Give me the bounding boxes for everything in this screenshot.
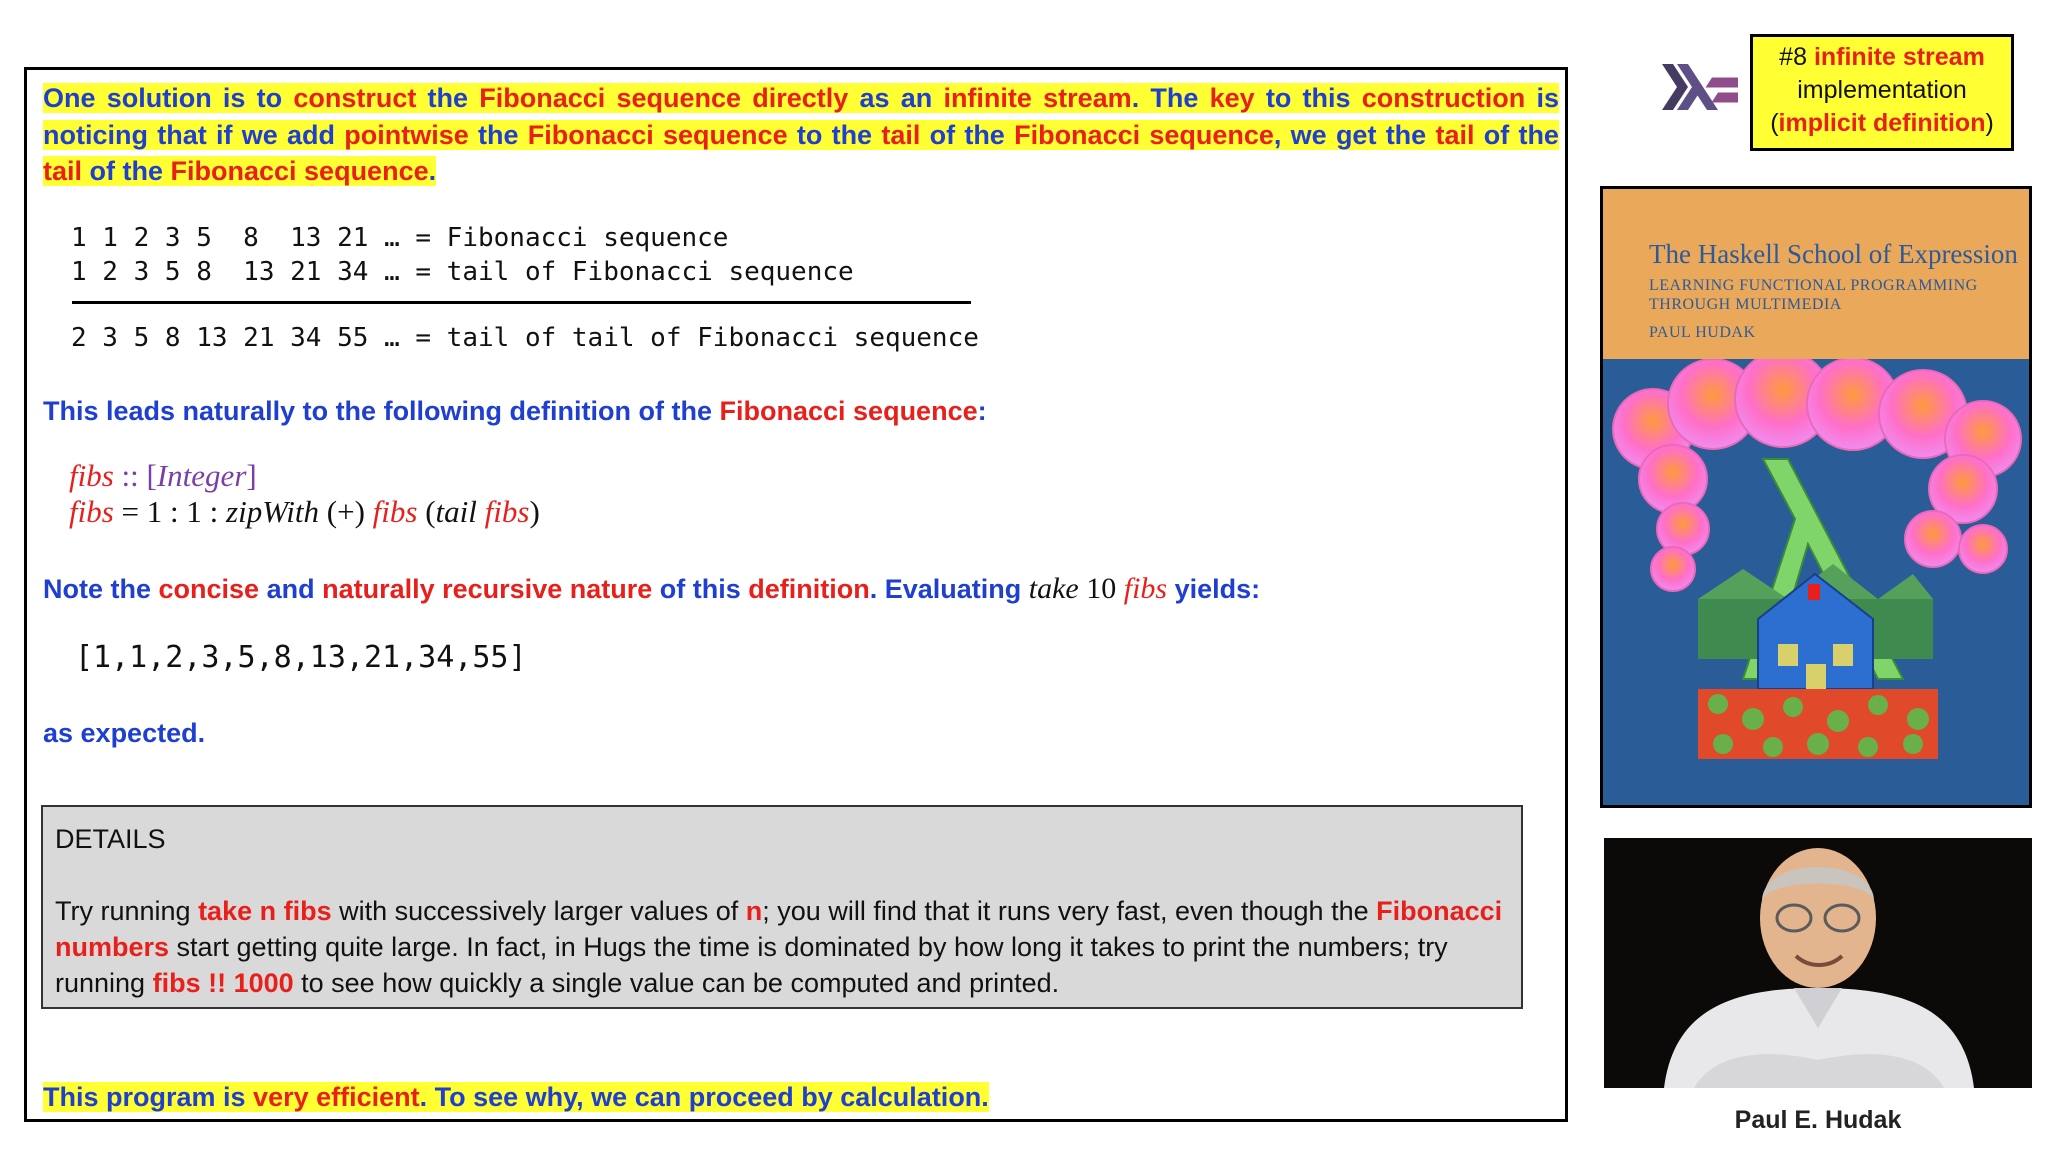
author-photo-illustration xyxy=(1604,838,2032,1088)
book-title: The Haskell School of Expression xyxy=(1649,239,2018,269)
sequence-tail: 1 2 3 5 8 13 21 34 … = tail of Fibonacci sequence xyxy=(71,257,854,287)
haskell-logo-icon xyxy=(1662,64,1738,110)
intro-text: of the xyxy=(920,119,1015,150)
efficient-text: very efficient xyxy=(253,1082,420,1112)
as-expected-text: as expected. xyxy=(43,718,206,748)
note-text: of this xyxy=(652,574,749,604)
fibs-identifier: fibs xyxy=(69,494,114,529)
sequence-tail-of-tail: 2 3 5 8 13 21 34 55 … = tail of tail of Fibonacci sequence xyxy=(71,323,979,353)
intro-text: . xyxy=(428,156,437,186)
efficient-paragraph xyxy=(43,1082,989,1113)
intro-text: construction xyxy=(1361,83,1526,113)
note-paragraph xyxy=(43,572,1260,606)
details-text: start getting quite large. In fact, in Hugs the time is dominated by how long it takes to print the numbers; try running xyxy=(55,932,1448,998)
definition-equals: = 1 : 1 : xyxy=(113,494,227,529)
stream-label: implicit definition xyxy=(1778,109,1986,137)
intro-text: construct xyxy=(293,83,417,113)
details-box xyxy=(41,805,1523,1009)
take-count: 10 xyxy=(1078,572,1124,605)
details-text: ; you will find that it runs very fast, even though the xyxy=(762,896,1377,926)
leads-text: : xyxy=(977,396,987,426)
details-title: DETAILS xyxy=(55,824,166,854)
intro-text: infinite stream xyxy=(943,83,1132,113)
details-text: with successively larger values of xyxy=(331,896,746,926)
book-cover-header xyxy=(1603,189,2029,359)
intro-text: is noticing that if we add xyxy=(43,83,1559,150)
slide-number: #8 xyxy=(1779,43,1807,71)
bracket: [ xyxy=(146,458,157,493)
book-subtitle: LEARNING FUNCTIONAL PROGRAMMING xyxy=(1649,277,1978,294)
intro-text: Fibonacci sequence xyxy=(170,156,429,186)
author-caption: Paul E. Hudak xyxy=(1734,1106,1902,1134)
take-identifier: take xyxy=(1028,572,1079,605)
details-code: fibs !! 1000 xyxy=(152,968,294,998)
book-author: PAUL HUDAK xyxy=(1649,324,1756,341)
zipwith-identifier: zipWith xyxy=(226,494,320,529)
intro-text: to this xyxy=(1254,83,1362,113)
note-text: and xyxy=(259,574,323,604)
efficient-text: This program is xyxy=(43,1082,254,1112)
intro-text: Fibonacci sequence directly xyxy=(479,83,849,113)
intro-text: tail xyxy=(43,156,83,186)
intro-text: tail xyxy=(881,119,921,150)
fibs-identifier: fibs xyxy=(69,458,114,493)
details-text: to see how quickly a single value can be computed and printed. xyxy=(293,968,1060,998)
note-text: Note the xyxy=(43,574,159,604)
fibs-identifier: fibs xyxy=(1123,572,1168,605)
details-code: take n fibs xyxy=(198,896,332,926)
intro-text: One solution is to xyxy=(43,83,294,113)
leads-text: Fibonacci sequence xyxy=(719,396,978,426)
paren: ) xyxy=(1985,109,1994,137)
evaluation-result: [1,1,2,3,5,8,13,21,34,55] xyxy=(75,640,527,675)
intro-text: key xyxy=(1209,83,1255,113)
leads-text: This leads naturally to the following definition of the xyxy=(43,396,720,426)
efficient-text: . To see why, we can proceed by calculation. xyxy=(419,1082,989,1112)
type-operator: :: xyxy=(113,458,147,493)
details-code: n xyxy=(745,896,763,926)
note-text: naturally recursive nature xyxy=(322,574,653,604)
note-text: . Evaluating xyxy=(869,574,1029,604)
fibs-identifier: fibs xyxy=(484,494,530,529)
author-photo xyxy=(1604,838,2032,1088)
stream-label-box xyxy=(1750,34,2014,151)
details-code: Fibonacci numbers xyxy=(55,896,1503,962)
details-body xyxy=(55,893,1509,1001)
fibs-identifier: fibs xyxy=(372,494,418,529)
paren: ) xyxy=(529,494,540,529)
main-content-frame xyxy=(24,67,1568,1122)
note-text: definition xyxy=(748,574,870,604)
sequence-fibonacci: 1 1 2 3 5 8 13 21 … = Fibonacci sequence xyxy=(71,223,729,253)
fibs-definition xyxy=(69,494,540,530)
intro-text: Fibonacci sequence xyxy=(527,119,788,150)
integer-type: Integer xyxy=(156,458,247,493)
intro-paragraph xyxy=(43,80,1559,190)
intro-text: the xyxy=(468,119,528,150)
bracket: ] xyxy=(246,458,257,493)
intro-text: . The xyxy=(1131,83,1210,113)
plus-operator: (+) xyxy=(319,494,373,529)
leads-paragraph xyxy=(43,396,987,427)
intro-text: as an xyxy=(848,83,944,113)
note-text: yields: xyxy=(1167,574,1261,604)
intro-text: Fibonacci sequence xyxy=(1014,119,1274,150)
book-cover xyxy=(1600,186,2032,808)
note-text: concise xyxy=(158,574,260,604)
intro-text: , we get the xyxy=(1273,119,1436,150)
intro-text: of the xyxy=(82,156,171,186)
tail-identifier: tail xyxy=(435,494,485,529)
book-cover-illustration xyxy=(1603,359,2029,805)
book-subtitle: THROUGH MULTIMEDIA xyxy=(1649,296,1842,313)
intro-text: to the xyxy=(787,119,882,150)
intro-text: tail xyxy=(1435,119,1475,150)
sum-rule-line xyxy=(72,301,971,304)
stream-label: implementation xyxy=(1797,76,1967,104)
intro-text: of the xyxy=(1474,119,1559,150)
intro-text: pointwise xyxy=(344,119,469,150)
stream-label: infinite stream xyxy=(1813,43,1985,71)
paren: ( xyxy=(1770,109,1779,137)
paren: ( xyxy=(417,494,436,529)
details-text: Try running xyxy=(55,896,199,926)
intro-text: the xyxy=(416,83,480,113)
type-signature xyxy=(69,458,257,494)
